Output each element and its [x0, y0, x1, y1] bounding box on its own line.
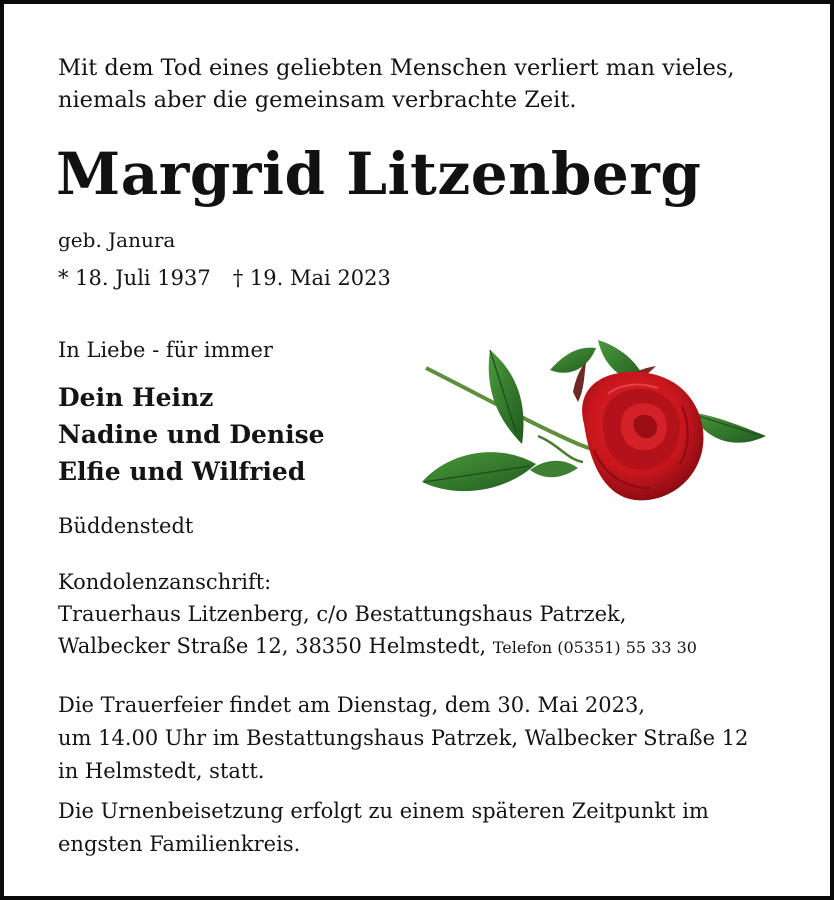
service-line: um 14.00 Uhr im Bestattungshaus Patrzek, Walbecker Straße 12: [58, 726, 749, 750]
red-rose-image: [418, 332, 778, 522]
birth-date: * 18. Juli 1937: [58, 266, 211, 290]
lead-line: Mit dem Tod eines geliebten Menschen verliert man vieles,: [58, 55, 735, 81]
condolence-line: Walbecker Straße 12, 38350 Helmstedt,: [58, 634, 487, 658]
urn-info: [58, 795, 709, 861]
condolence-heading: Kondolenzanschrift:: [58, 570, 272, 594]
mourner: Nadine und Denise: [58, 420, 325, 449]
condolence-address: [58, 566, 697, 664]
urn-line: Die Urnenbeisetzung erfolgt zu einem späteren Zeitpunkt im: [58, 799, 709, 823]
place-name: Büddenstedt: [58, 514, 194, 538]
service-line: in Helmstedt, statt.: [58, 759, 265, 783]
deceased-name: Margrid Litzenberg: [56, 140, 702, 208]
condolence-phone: Telefon (05351) 55 33 30: [492, 638, 697, 657]
lead-line: niemals aber die gemeinsam verbrachte Zeit.: [58, 87, 577, 113]
urn-line: engsten Familienkreis.: [58, 832, 301, 856]
condolence-line: Trauerhaus Litzenberg, c/o Bestattungshaus Patrzek,: [58, 602, 627, 626]
death-date: † 19. Mai 2023: [232, 266, 391, 290]
mourner: Elfie und Wilfried: [58, 457, 306, 486]
love-line: In Liebe - für immer: [58, 338, 273, 362]
lead-quote: [58, 52, 735, 116]
service-info: [58, 689, 748, 788]
mourners-list: [58, 379, 325, 490]
mourner: Dein Heinz: [58, 383, 214, 412]
birth-name: geb. Janura: [58, 228, 176, 252]
life-dates: [58, 266, 391, 290]
service-line: Die Trauerfeier findet am Dienstag, dem 30. Mai 2023,: [58, 693, 645, 717]
